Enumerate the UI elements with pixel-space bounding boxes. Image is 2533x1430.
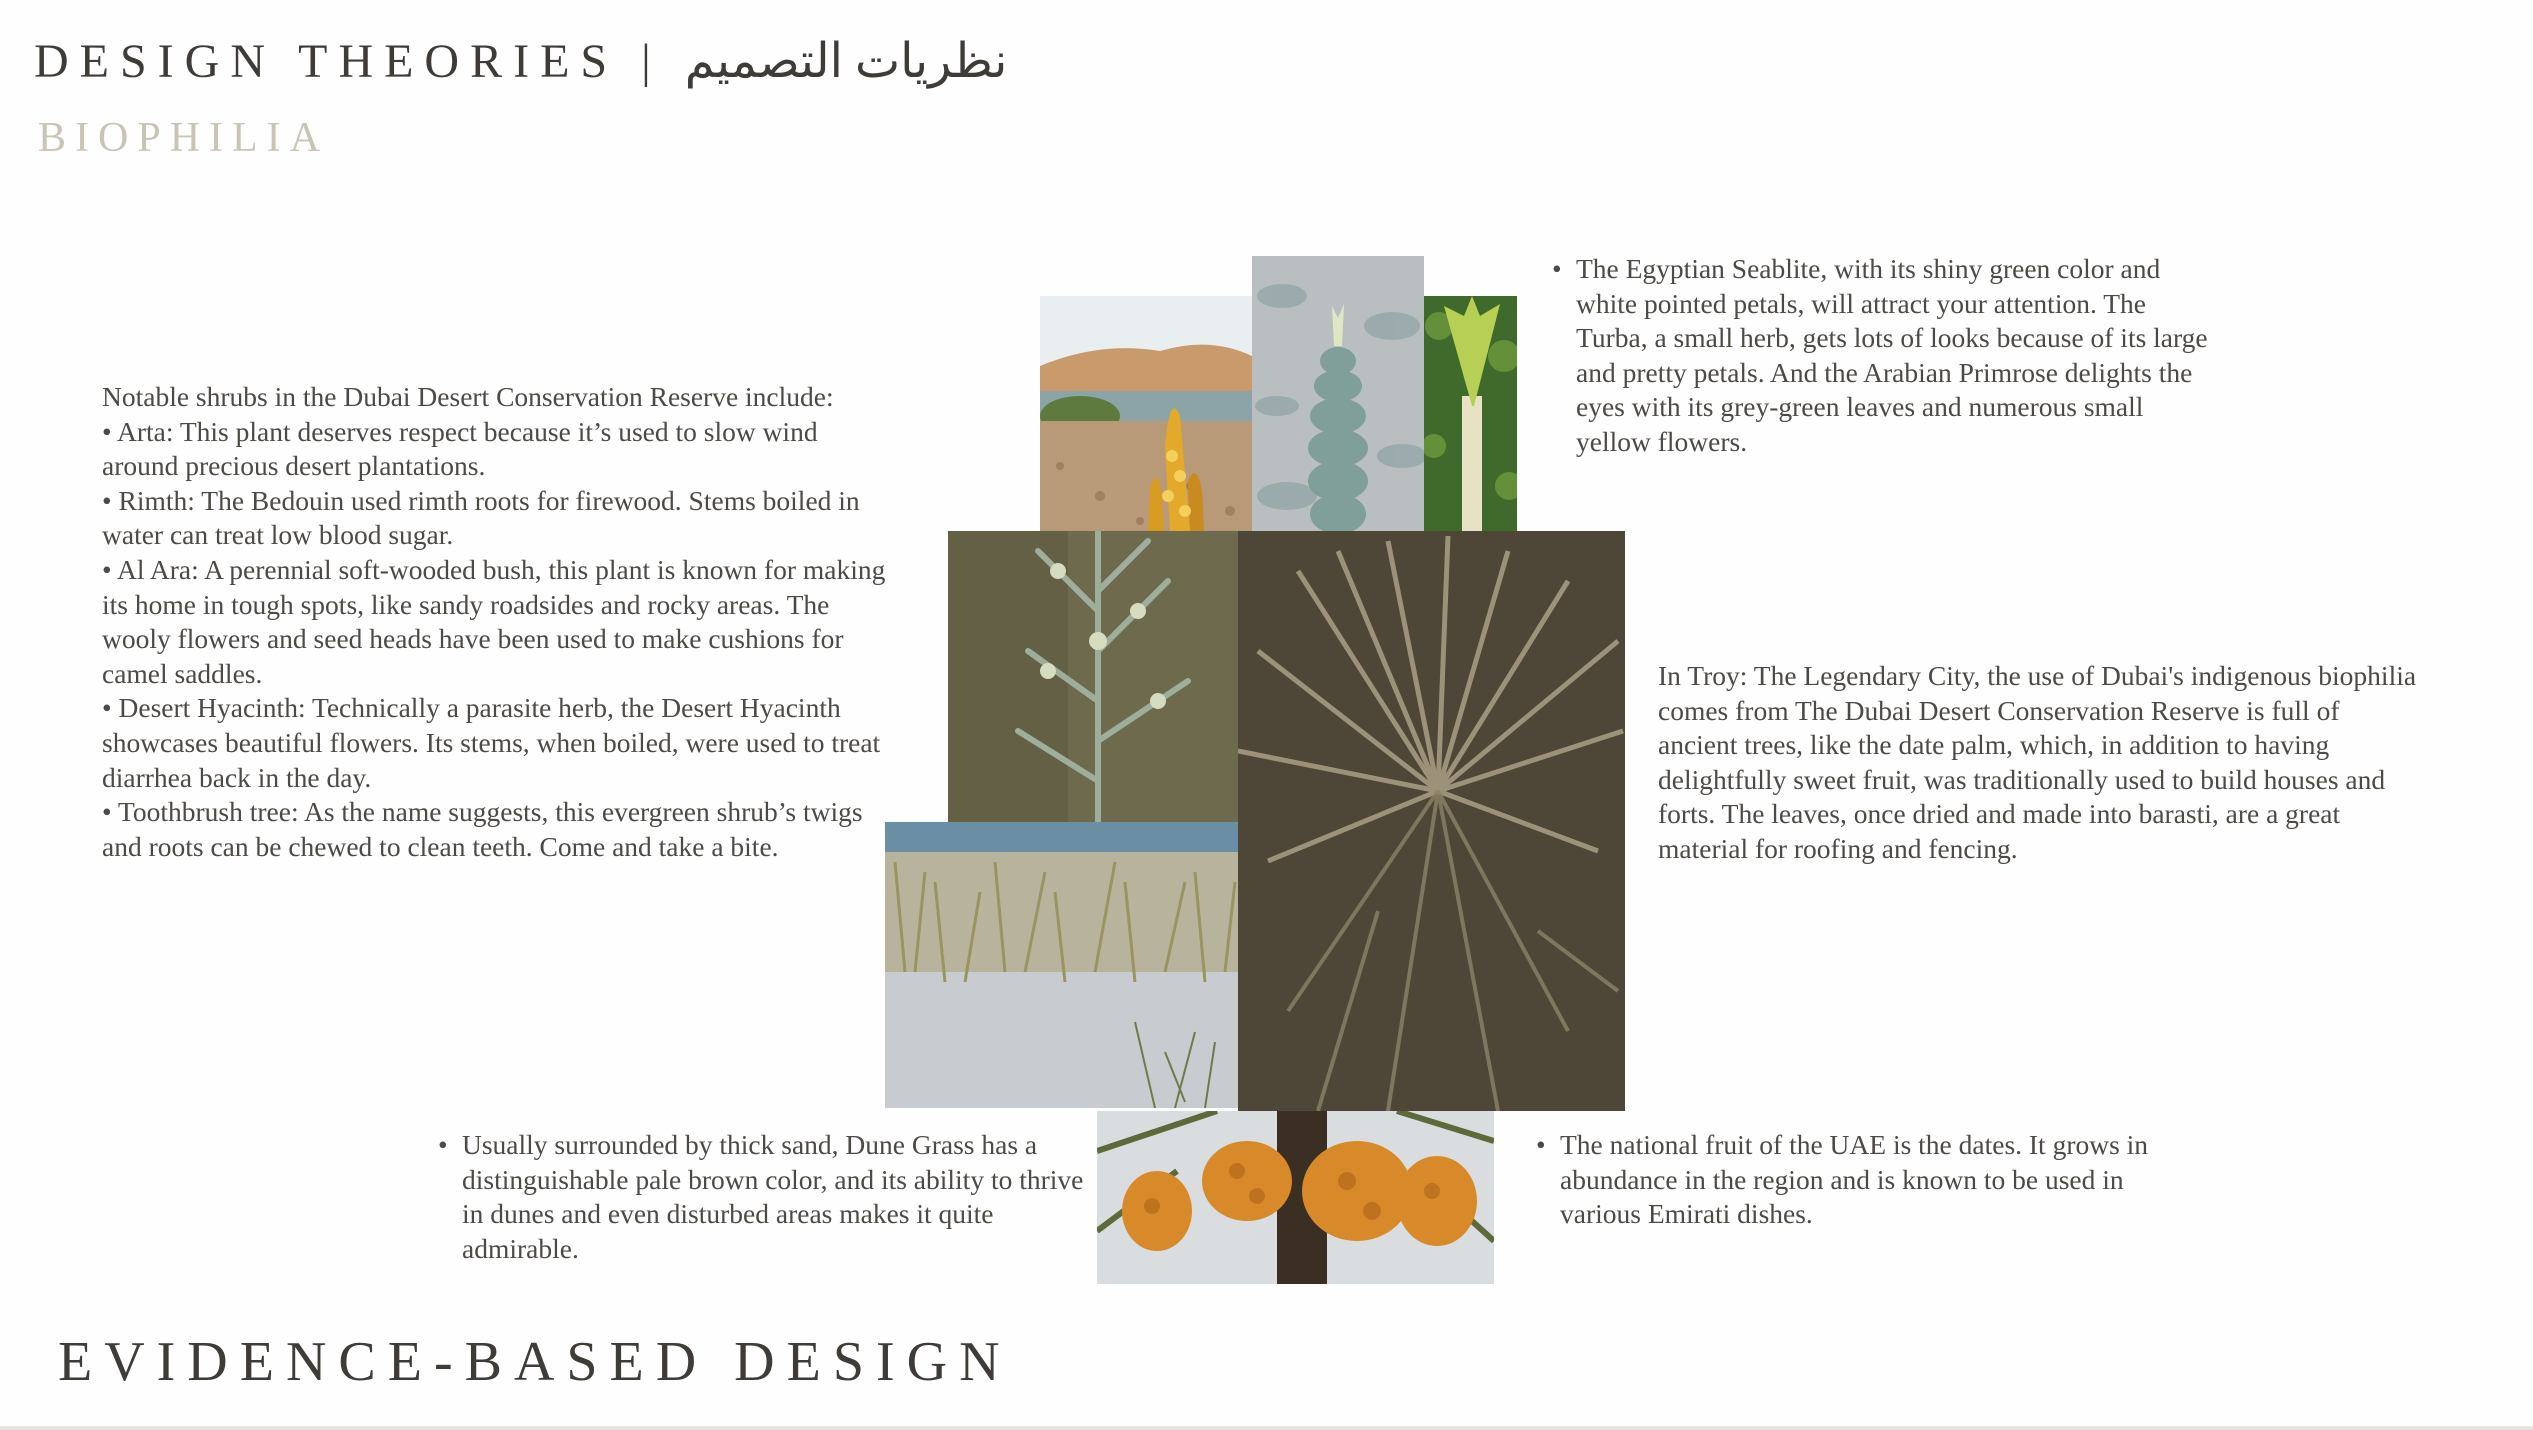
shrub-item-toothbrush-tree: • Toothbrush tree: As the name suggests, this evergreen shrub’s twigs and roots can be chewed to clean teeth. Come and take a bite. bbox=[102, 796, 863, 862]
shrubs-text-block bbox=[102, 380, 892, 864]
shrubs-intro: Notable shrubs in the Dubai Desert Conservation Reserve include: bbox=[102, 381, 834, 412]
palm-fronds-photo bbox=[1238, 531, 1625, 1111]
troy-paragraph: In Troy: The Legendary City, the use of Dubai's indigenous biophilia comes from The Dubai Desert Conservation Reserve is full of ancient trees, like the date palm, which, in addition to having delightfully sweet fruit, was traditionally used to build houses and forts. The leaves, once dried and made into barasti, are a great material for roofing and fencing. bbox=[1658, 660, 2417, 864]
dates-bullet bbox=[1536, 1128, 2200, 1232]
dune-grass-photo bbox=[885, 822, 1238, 1108]
dune-grass-text: Usually surrounded by thick sand, Dune Grass has a distinguishable pale brown color, and its ability to thrive in dunes and even disturbed areas makes it quite admirable. bbox=[462, 1129, 1084, 1264]
seablite-text: The Egyptian Seablite, with its shiny green color and white pointed petals, will attract your attention. The Turba, a small herb, gets lots of looks because of its large and pretty petals. And the Arabian Primrose delights the eyes with its grey-green leaves and numerous small yellow flowers. bbox=[1576, 253, 2208, 457]
shrub-item-rimth: • Rimth: The Bedouin used rimth roots for firewood. Stems boiled in water can treat low blood sugar. bbox=[102, 484, 860, 551]
footer-title: EVIDENCE-BASED DESIGN bbox=[58, 1331, 1012, 1393]
dune-grass-bullet bbox=[438, 1128, 1092, 1266]
seablite-bullet bbox=[1552, 252, 2216, 460]
shrub-item-desert-hyacinth: • Desert Hyacinth: Technically a parasite herb, the Desert Hyacinth showcases beautiful flowers. Its stems, when boiled, were used to treat diarrhea back in the day. bbox=[102, 692, 881, 793]
succulent-photo bbox=[1252, 256, 1424, 531]
bottom-divider bbox=[0, 1426, 2533, 1430]
dates-text: The national fruit of the UAE is the dates. It grows in abundance in the region and is known to be used in various Emirati dishes. bbox=[1560, 1129, 2149, 1230]
page-title: DESIGN THEORIES | نظريات التصميم bbox=[34, 35, 1008, 88]
page-subtitle: BIOPHILIA bbox=[38, 115, 329, 161]
shrub-item-arta: • Arta: This plant deserves respect because it’s used to slow wind around precious desert plantations. bbox=[102, 415, 818, 482]
desert-flower-photo bbox=[1040, 296, 1252, 531]
dates-photo bbox=[1097, 1111, 1494, 1284]
green-stem-photo bbox=[1424, 296, 1517, 531]
grey-shrub-photo bbox=[948, 531, 1238, 822]
shrub-item-al-ara: • Al Ara: A perennial soft-wooded bush, this plant is known for making its home in tough spots, like sandy roadsides and rocky areas. The wooly flowers and seed heads have been used to make cushions for camel saddles. bbox=[102, 553, 886, 689]
